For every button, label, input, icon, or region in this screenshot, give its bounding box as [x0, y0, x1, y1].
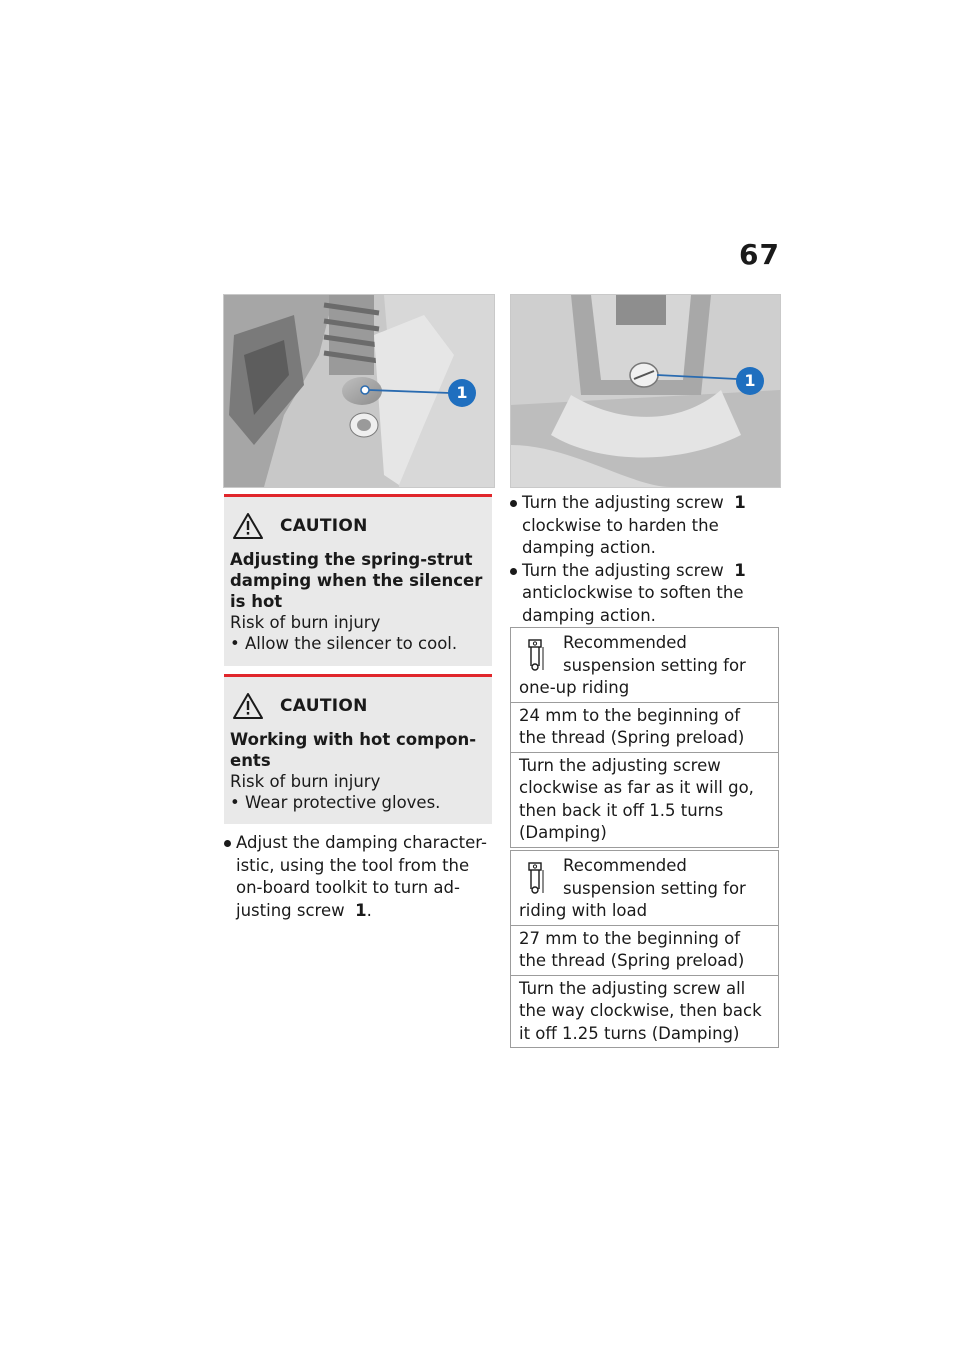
callout-number: 1 — [456, 383, 468, 402]
spec-title: Recommended — [563, 856, 687, 875]
caution-risk: Risk of burn injury — [230, 772, 381, 791]
spec-row: Turn the adjusting screw all the way clockwise, then back it off 1.25 turns (Damping) — [511, 976, 778, 1049]
spec-header — [511, 628, 778, 703]
caution-action: • Allow the silencer to cool. — [230, 634, 458, 653]
instruction-list — [224, 832, 492, 922]
spring-strut-figure — [223, 294, 495, 488]
callout-number: 1 — [744, 371, 756, 390]
caution-box — [224, 494, 492, 666]
spec-title: riding with load — [519, 901, 648, 920]
callout-badge — [736, 367, 764, 395]
caution-title: CAUTION — [280, 515, 368, 536]
caution-risk: Risk of burn injury — [230, 613, 381, 632]
caution-title: CAUTION — [280, 695, 368, 716]
instruction-tail: clockwise to harden the damping action. — [522, 515, 719, 557]
instruction-text: Turn the adjusting screw — [522, 493, 724, 512]
spec-header — [511, 851, 778, 926]
spec-table — [510, 627, 779, 848]
warning-triangle-icon — [232, 692, 264, 720]
caution-heading: Adjusting the spring-strut damping when the silencer is hot — [230, 550, 483, 611]
instruction-tail: . — [366, 900, 372, 920]
caution-header — [232, 693, 486, 719]
caution-box — [224, 674, 492, 824]
reference-number: 1 — [734, 493, 746, 512]
list-item — [224, 832, 492, 922]
spec-row: Turn the adjusting screw clockwise as far as it will go, then back it off 1.5 turns (Damping) — [511, 753, 778, 848]
instruction-list — [510, 492, 778, 627]
callout-badge — [448, 379, 476, 407]
spring-preload-icon — [527, 861, 545, 895]
warning-triangle-icon — [232, 512, 264, 540]
list-item — [510, 560, 778, 628]
instruction-tail: anticlockwise to soften the damping action. — [522, 583, 744, 625]
instruction-text: Turn the adjusting screw — [522, 560, 724, 580]
reference-number: 1 — [734, 560, 746, 580]
spec-title: Recommended — [563, 633, 687, 652]
spec-title: suspension setting for — [563, 878, 746, 898]
spec-title: one-up riding — [519, 678, 630, 697]
list-item — [510, 492, 778, 560]
page-number: 67 — [739, 238, 780, 271]
caution-heading: Working with hot compon-ents — [230, 730, 477, 770]
spec-row: 27 mm to the beginning of the thread (Spring preload) — [511, 926, 778, 976]
adjusting-screw-figure — [510, 294, 781, 488]
spec-table — [510, 850, 779, 1048]
caution-header — [232, 513, 486, 539]
instruction-text: Adjust the damping character-istic, using the tool from the on-board toolkit to turn ad-justing screw — [236, 833, 487, 920]
reference-number: 1 — [355, 900, 367, 920]
caution-action: • Wear protective gloves. — [230, 793, 441, 812]
spring-preload-icon — [527, 638, 545, 672]
spec-row: 24 mm to the beginning of the thread (Spring preload) — [511, 703, 778, 753]
spec-title: suspension setting for — [563, 655, 746, 675]
